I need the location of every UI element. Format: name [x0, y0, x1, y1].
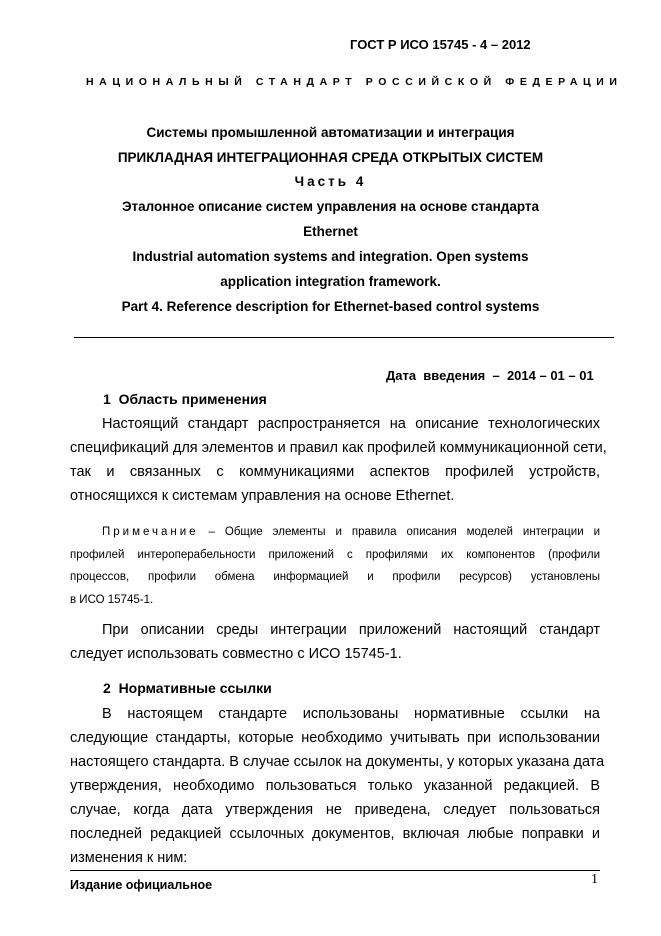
subtitle-ru-line-1: Эталонное описание систем управления на основе стандарта: [121, 199, 540, 214]
text-line: спецификаций для элементов и правил как профилей коммуникационной сети,: [70, 440, 607, 456]
note-text: – Общие элементы и правила описания моделей интеграции и: [198, 526, 600, 538]
standard-title: НАЦИОНАЛЬНЫЙ СТАНДАРТ РОССИЙСКОЙ ФЕДЕРАЦИИ: [86, 76, 623, 88]
text-line: случае, когда дата утверждения не приведена, следует пользоваться: [70, 802, 600, 818]
note-label: Примечание: [102, 526, 199, 538]
subtitle-ru-line-2: Ethernet: [303, 224, 358, 239]
edition-label: Издание официальное: [70, 878, 213, 892]
text-line: При описании среды интеграции приложений настоящий стандарт: [102, 622, 600, 638]
introduction-date: Дата введения – 2014 – 01 – 01: [386, 368, 594, 383]
page-number: 1: [591, 872, 598, 887]
note-line: [70, 521, 600, 544]
section-1-paragraph-2: [70, 618, 600, 666]
section-2-heading: 2 Нормативные ссылки: [103, 680, 272, 696]
section-2-paragraph-1: [70, 702, 605, 870]
title-en-line-2: application integration framework.: [220, 274, 441, 289]
text-line: В настоящем стандарте использованы нормативные ссылки на: [102, 706, 600, 722]
text-line: следующие стандарты, которые необходимо учитывать при использовании: [70, 730, 600, 746]
text-line: Настоящий стандарт распространяется на описание технологических: [102, 416, 600, 432]
note-block: [70, 521, 600, 611]
footer-divider: [70, 870, 600, 871]
text-line: последней редакцией ссылочных документов, включая любые поправки и: [70, 826, 600, 842]
text-line: следует использовать совместно с ИСО 15745-1.: [70, 646, 402, 662]
note-line: процессов, профили обмена информацией и профили ресурсов) установлены: [70, 571, 600, 583]
title-line-2: ПРИКЛАДНАЯ ИНТЕГРАЦИОННАЯ СРЕДА ОТКРЫТЫХ СИСТЕМ: [117, 150, 544, 165]
note-line: в ИСО 15745-1.: [70, 593, 154, 606]
title-en-line-1: Industrial automation systems and integration. Open systems: [132, 249, 529, 264]
section-1-heading: 1 Область применения: [103, 391, 267, 407]
text-line: относящихся к системам управления на основе Ethernet.: [70, 488, 455, 504]
text-line: утверждения, необходимо пользоваться только указанной редакцией. В: [70, 778, 600, 794]
section-1-paragraph-1: [70, 412, 607, 508]
title-divider: [74, 337, 614, 338]
note-line: профилей интероперабельности приложений с профилями их компонентов (профили: [70, 548, 600, 561]
text-line: изменения к ним:: [70, 850, 188, 866]
text-line: так и связанных с коммуникациями аспектов профилей устройств,: [70, 464, 600, 480]
title-line-1: Системы промышленной автоматизации и интеграция: [146, 125, 515, 140]
part-label: Часть 4: [294, 174, 367, 189]
text-line: настоящего стандарта. В случае ссылок на документы, у которых указана дата: [70, 754, 605, 770]
document-id: ГОСТ Р ИСО 15745 - 4 – 2012: [350, 37, 531, 52]
title-en-line-3: Part 4. Reference description for Ethernet-based control systems: [121, 299, 540, 314]
